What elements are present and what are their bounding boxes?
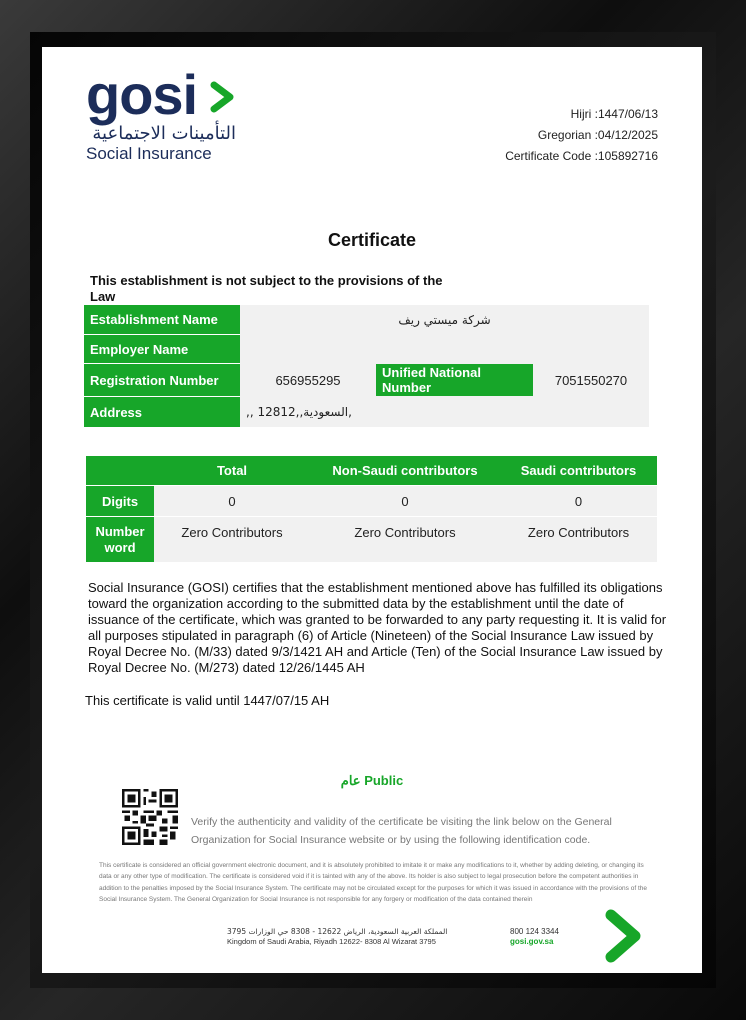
qr-code-icon: [122, 789, 178, 845]
logo-arabic-text: التأمينات الاجتماعية: [92, 123, 236, 144]
gregorian-date: Gregorian :04/12/2025: [537, 128, 658, 142]
hijri-date: Hijri :1447/06/13: [570, 107, 658, 121]
employer-name-label: Employer Name: [84, 335, 240, 363]
row-label-digits: Digits: [86, 486, 154, 516]
word-non-saudi: Zero Contributors: [310, 517, 500, 562]
footer-address: [227, 927, 447, 947]
unified-number-label: Unified National Number: [376, 364, 533, 396]
certificate-meta: [505, 104, 658, 167]
footer-address-english: Kingdom of Saudi Arabia, Riyadh 12622- 8308 Al Wizarat 3795: [227, 937, 436, 946]
row-label-number-word: Number word: [86, 517, 154, 562]
gosi-logo: [86, 65, 266, 165]
verification-text: Verify the authenticity and validity of the certificate be visiting the link below on the General Organization for Social Insurance website or by using the following identification code.: [191, 816, 612, 846]
page-title: Certificate: [327, 230, 417, 250]
certification-paragraph: Social Insurance (GOSI) certifies that the establishment mentioned above has fulfilled its obligations toward the organization according to the submitted data by the establishment until the date of issuance of the certificate, which was granted to be forwarded to any party requesting it. It is valid for all purposes stipulated in paragraph (6) of Article (Nineteen) of the Social Insurance Law issued by Royal Decree No. (M/33) dated 9/3/1421 AH and Article (Ten) of the Social Insurance Law issued by Royal Decree No. (M/273) dated 12/26/1445 AH: [88, 580, 667, 675]
brand-chevron-icon: [603, 907, 645, 965]
address-label: Address: [84, 397, 240, 427]
classification-label: عام Public: [340, 773, 404, 788]
establishment-name-value: شركة ميستي ريف: [240, 305, 649, 334]
footer-website: gosi.gov.sa: [510, 937, 554, 946]
certificate-page: [42, 47, 702, 973]
employer-name-value: [240, 335, 649, 363]
footer-phone: 800 124 3344: [510, 927, 559, 936]
column-header-total: Total: [154, 456, 310, 485]
exemption-notice: This establishment is not subject to the provisions of the Law: [90, 273, 443, 304]
column-header-saudi: Saudi contributors: [500, 456, 657, 485]
footer-address-arabic: المملكة العربية السعودية، الرياض 12622 - 8308 حي الوزارات 3795: [227, 927, 448, 936]
logo-wordmark: gosi: [86, 63, 198, 126]
registration-number-label: Registration Number: [84, 364, 240, 396]
digits-non-saudi: 0: [310, 486, 500, 516]
logo-english-text: Social Insurance: [86, 144, 212, 163]
unified-number-value: 7051550270: [533, 364, 649, 396]
certificate-code: Certificate Code :105892716: [505, 149, 658, 163]
digits-saudi: 0: [500, 486, 657, 516]
word-saudi: Zero Contributors: [500, 517, 657, 562]
chevron-right-icon: [208, 81, 238, 113]
digits-total: 0: [154, 486, 310, 516]
establishment-name-label: Establishment Name: [84, 305, 240, 334]
table-header-corner: [86, 456, 154, 485]
validity-statement: This certificate is valid until 1447/07/15 AH: [85, 693, 330, 708]
column-header-non-saudi: Non-Saudi contributors: [310, 456, 500, 485]
footer-contact: [510, 927, 559, 947]
legal-disclaimer: This certificate is considered an official government electronic document, and it is absolutely prohibited to imitate it or make any modifications to it, whether by adding deleting, or changing its data or any other type of modification. The certificate is considered void if it is tainted with any of the above. Its holder is also subject to legal prosecution before the competent authorities in addition to the penalties imposed by the Social Insurance System. The certificate may not be circulated except for the purposes for which it was issued in accordance with the provisions of the Social Insurance System. The General Organization for Social Insurance is not responsible for any forgery or modification of the data contained therein: [99, 862, 647, 904]
word-total: Zero Contributors: [154, 517, 310, 562]
address-value: ,, السعودية,,12812,: [240, 397, 649, 427]
registration-number-value: 656955295: [240, 364, 376, 396]
